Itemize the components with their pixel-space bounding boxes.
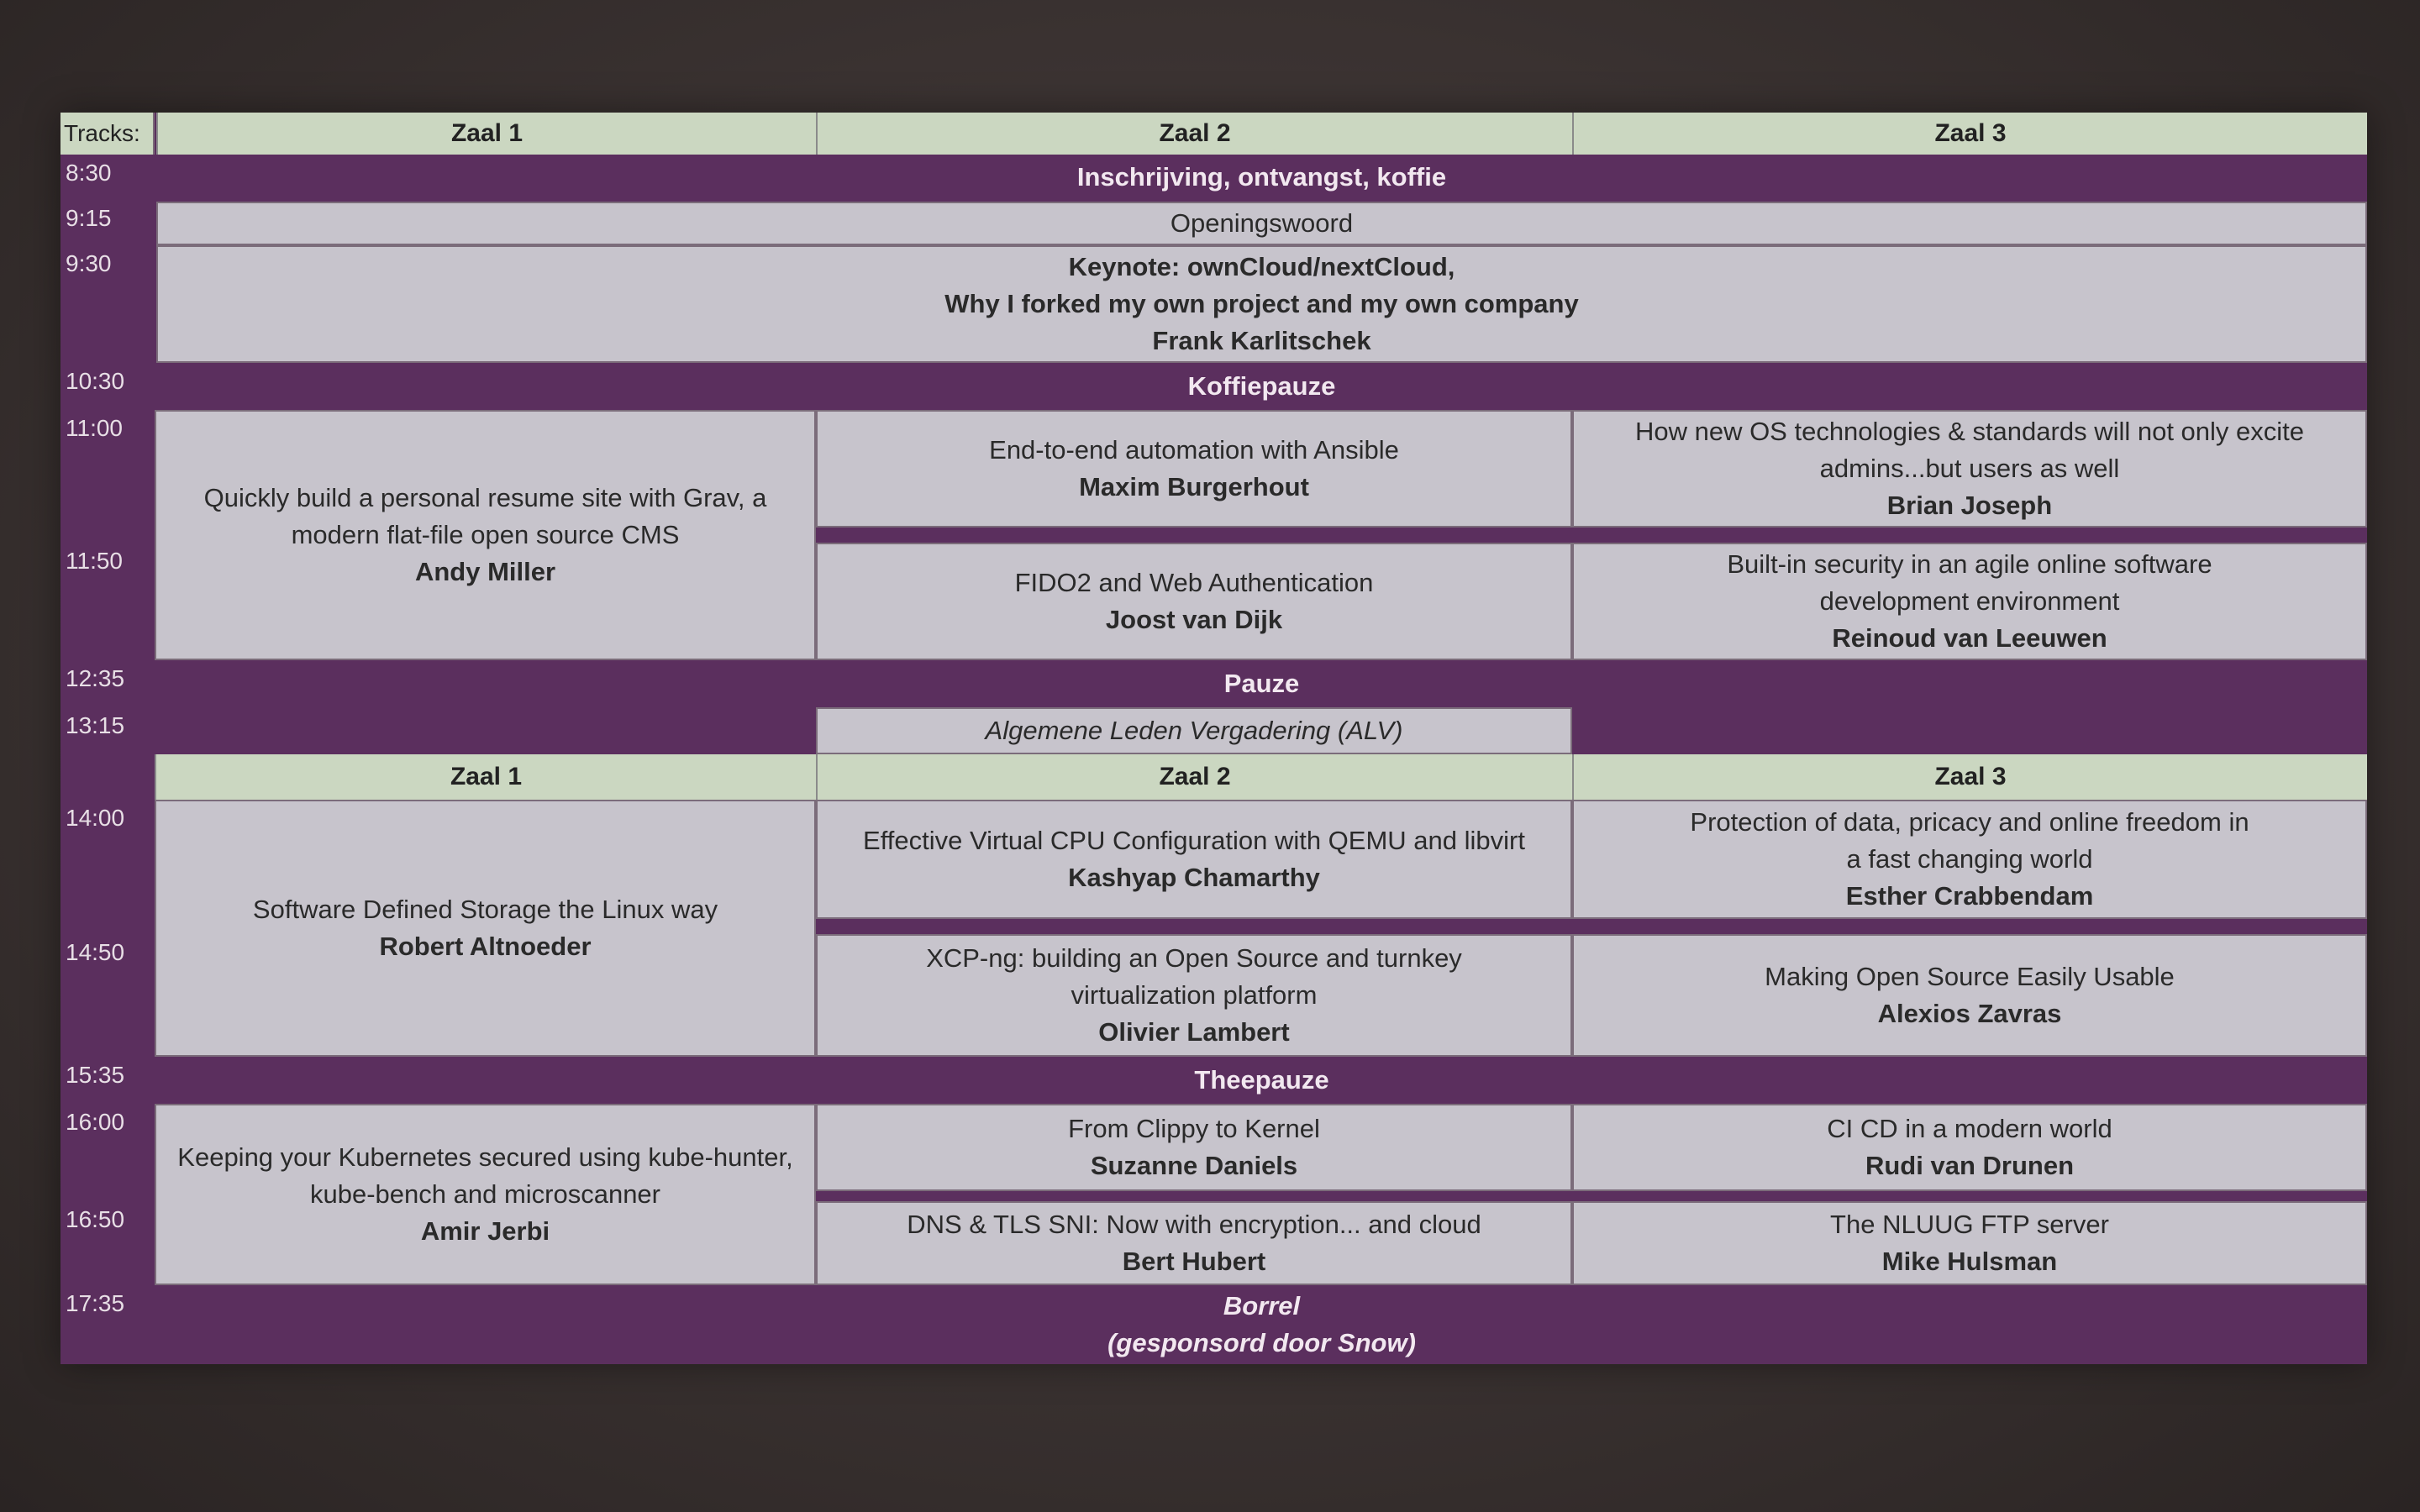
time-slot: 13:15	[60, 707, 153, 754]
session-zaal1-1400	[155, 800, 816, 1057]
session-speaker: Kashyap Chamarthy	[1068, 863, 1320, 892]
session-title: FIDO2 and Web Authentication	[1014, 568, 1374, 597]
session-speaker: Brian Joseph	[1886, 491, 2053, 520]
drinks-title: Borrel	[1223, 1291, 1301, 1320]
time-slot: 9:15	[60, 200, 153, 245]
session-speaker: Joost van Dijk	[1105, 605, 1283, 634]
time-slot: 11:50	[60, 543, 153, 660]
session-speaker: Andy Miller	[414, 557, 556, 586]
session-zaal3-1600	[1572, 1104, 2367, 1191]
session-speaker: Reinoud van Leeuwen	[1832, 623, 2107, 653]
session-speaker: Maxim Burgerhout	[1079, 472, 1309, 501]
session-title: End-to-end automation with Ansible	[989, 435, 1399, 465]
session-zaal3-1450	[1572, 934, 2367, 1057]
tea-break-band: Theepauze	[1194, 1065, 1329, 1095]
keynote-speaker: Frank Karlitschek	[1152, 326, 1371, 355]
time-slot: 12:35	[60, 660, 153, 707]
session-title: a fast changing world	[1846, 844, 2093, 874]
session-zaal1-1100	[155, 410, 816, 660]
opening-session: Openingswoord	[156, 202, 2367, 245]
session-zaal3-1150	[1572, 543, 2367, 660]
keynote-title-line2: Why I forked my own project and my own company	[944, 289, 1579, 318]
session-zaal2-1100	[816, 410, 1572, 528]
time-slot: 15:35	[60, 1057, 153, 1104]
room-header-zaal2: Zaal 2	[816, 113, 1572, 155]
room-header-zaal1: Zaal 1	[156, 113, 816, 155]
schedule-screen	[60, 113, 2367, 1364]
session-speaker: Rudi van Drunen	[1865, 1151, 2074, 1180]
session-speaker: Esther Crabbendam	[1845, 881, 2094, 911]
session-title: Built-in security in an agile online software	[1727, 549, 2212, 579]
session-zaal2-1650	[816, 1201, 1572, 1285]
registration-band: Inschrijving, ontvangst, koffie	[1076, 162, 1447, 192]
session-title: Making Open Source Easily Usable	[1765, 962, 2175, 991]
session-title: modern flat-file open source CMS	[291, 520, 680, 549]
alv-session: Algemene Leden Vergadering (ALV)	[816, 707, 1572, 754]
tracks-label: Tracks:	[60, 113, 155, 155]
session-speaker: Suzanne Daniels	[1090, 1151, 1298, 1180]
time-slot: 16:00	[60, 1104, 153, 1201]
coffee-break-band: Koffiepauze	[1187, 371, 1336, 401]
time-slot: 10:30	[60, 363, 153, 410]
pause-band: Pauze	[1223, 669, 1300, 698]
session-title: DNS & TLS SNI: Now with encryption... and cloud	[907, 1210, 1481, 1239]
session-speaker: Bert Hubert	[1122, 1247, 1266, 1276]
time-slot: 14:00	[60, 800, 153, 934]
session-title: Protection of data, pricacy and online freedom in	[1690, 807, 2249, 837]
session-title: Keeping your Kubernetes secured using kube-hunter,	[177, 1142, 793, 1172]
session-title: Software Defined Storage the Linux way	[252, 895, 718, 924]
time-slot: 9:30	[60, 245, 153, 363]
session-zaal2-1150	[816, 543, 1572, 660]
time-slot: 14:50	[60, 934, 153, 1057]
session-title: Effective Virtual CPU Configuration with QEMU and libvirt	[863, 826, 1525, 855]
time-slot: 8:30	[60, 155, 153, 200]
session-zaal2-1600	[816, 1104, 1572, 1191]
session-title: kube-bench and microscanner	[309, 1179, 661, 1209]
room-header-zaal3-afternoon: Zaal 3	[1572, 754, 2367, 800]
session-title: The NLUUG FTP server	[1830, 1210, 2109, 1239]
drinks-band	[156, 1285, 2367, 1364]
room-header-zaal1-afternoon: Zaal 1	[155, 754, 816, 800]
session-title: XCP-ng: building an Open Source and turnkey	[926, 943, 1462, 973]
session-zaal3-1650	[1572, 1201, 2367, 1285]
session-title: CI CD in a modern world	[1827, 1114, 2112, 1143]
room-header-zaal2-afternoon: Zaal 2	[816, 754, 1572, 800]
session-speaker: Robert Altnoeder	[379, 932, 592, 961]
session-speaker: Amir Jerbi	[420, 1216, 550, 1246]
session-zaal3-1400	[1572, 800, 2367, 919]
session-title: From Clippy to Kernel	[1068, 1114, 1320, 1143]
session-title: admins...but users as well	[1819, 454, 2120, 483]
room-header-zaal3: Zaal 3	[1572, 113, 2367, 155]
keynote-session	[156, 245, 2367, 363]
session-speaker: Alexios Zavras	[1877, 999, 2062, 1028]
keynote-title-line1: Keynote: ownCloud/nextCloud,	[1068, 252, 1455, 281]
session-speaker: Mike Hulsman	[1881, 1247, 2058, 1276]
drinks-sponsor: (gesponsord door Snow)	[1107, 1328, 1416, 1357]
session-zaal1-1600	[155, 1104, 816, 1285]
time-slot: 16:50	[60, 1201, 153, 1285]
session-zaal2-1450	[816, 934, 1572, 1057]
session-zaal3-1100	[1572, 410, 2367, 528]
session-title: How new OS technologies & standards will not only excite	[1634, 417, 2305, 446]
session-title: development environment	[1819, 586, 2120, 616]
time-slot: 11:00	[60, 410, 153, 543]
session-title: Quickly build a personal resume site with Grav, a	[203, 483, 767, 512]
time-slot: 17:35	[60, 1285, 153, 1364]
session-title: virtualization platform	[1071, 980, 1318, 1010]
session-speaker: Olivier Lambert	[1098, 1017, 1290, 1047]
session-zaal2-1400	[816, 800, 1572, 919]
